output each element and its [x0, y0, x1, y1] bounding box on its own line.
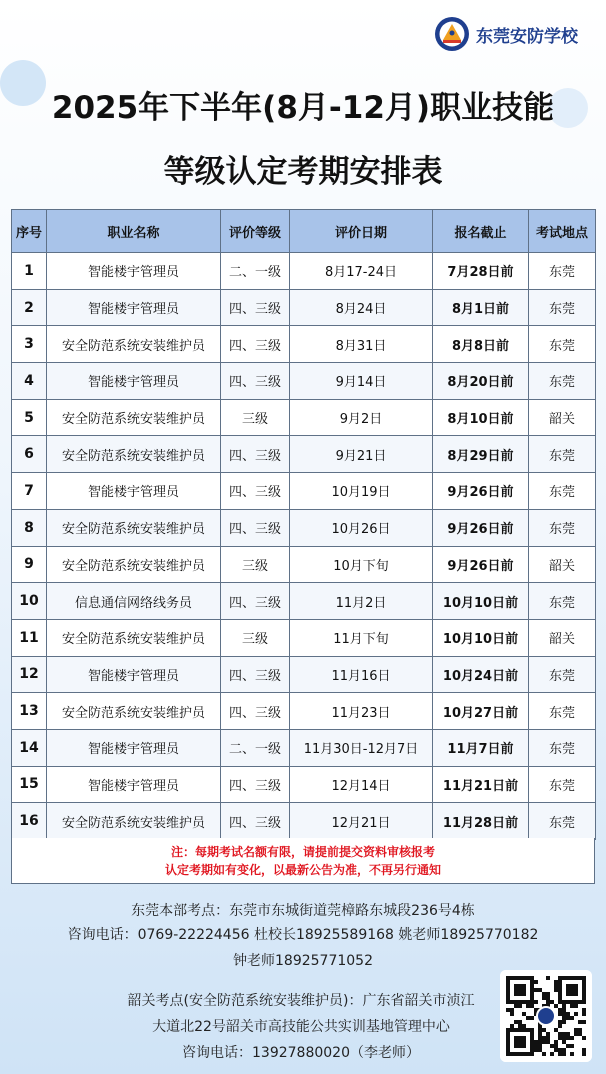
cell-deadline: 8月8日前 [433, 326, 529, 363]
cell-seq: 2 [12, 289, 47, 326]
dongguan-address: 东莞本部考点：东莞市东城街道莞樟路东城段236号4栋 [131, 903, 475, 919]
qr-module [522, 1012, 526, 1016]
qr-module [534, 1000, 538, 1004]
cell-level: 四、三级 [221, 693, 290, 730]
cell-seq: 16 [12, 803, 47, 840]
qr-module [574, 1012, 578, 1016]
cell-occupation: 安全防范系统安装维护员 [47, 619, 221, 656]
dongguan-phone-2: 钟老师18925771052 [233, 953, 373, 969]
cell-level: 四、三级 [221, 436, 290, 473]
table-header-row [12, 210, 596, 253]
qr-module [562, 1040, 566, 1044]
qr-module [562, 1008, 566, 1012]
cell-level: 四、三级 [221, 363, 290, 400]
cell-seq: 5 [12, 399, 47, 436]
qr-module [538, 1040, 542, 1044]
table-row [12, 289, 596, 326]
table-body [12, 253, 596, 840]
qr-module [518, 1004, 522, 1008]
cell-seq: 13 [12, 693, 47, 730]
qr-module [558, 1020, 562, 1024]
table-row [12, 656, 596, 693]
table-row [12, 363, 596, 400]
qr-module [550, 1044, 554, 1048]
table-row [12, 583, 596, 620]
notice-line-1: 注：每期考试名额有限，请提前提交资料审核报考 [170, 845, 435, 859]
cell-occupation: 安全防范系统安装维护员 [47, 509, 221, 546]
qr-module [546, 1036, 550, 1040]
cell-seq: 9 [12, 546, 47, 583]
qr-module [578, 1020, 582, 1024]
cell-occupation: 智能楼宇管理员 [47, 766, 221, 803]
cell-level: 四、三级 [221, 289, 290, 326]
qr-module [554, 980, 558, 984]
qr-module [554, 1044, 558, 1048]
qr-module [566, 1016, 570, 1020]
qr-module [562, 1012, 566, 1016]
qr-module [518, 1020, 522, 1024]
qr-module [570, 1016, 574, 1020]
cell-occupation: 安全防范系统安装维护员 [47, 436, 221, 473]
qr-center-logo [537, 1007, 555, 1025]
qr-module [534, 1040, 538, 1044]
qr-module [550, 1052, 554, 1056]
qr-module [570, 1036, 574, 1040]
qr-module [546, 992, 550, 996]
header-level: 评价等级 [221, 210, 290, 253]
cell-date: 8月24日 [290, 289, 433, 326]
cell-date: 11月16日 [290, 656, 433, 693]
table-row [12, 803, 596, 840]
cell-level: 二、一级 [221, 253, 290, 290]
cell-location: 韶关 [529, 546, 596, 583]
table-row [12, 326, 596, 363]
cell-seq: 10 [12, 583, 47, 620]
cell-deadline: 8月20日前 [433, 363, 529, 400]
cell-seq: 4 [12, 363, 47, 400]
table-row [12, 509, 596, 546]
header-seq: 序号 [12, 210, 47, 253]
qr-module [538, 1048, 542, 1052]
cell-deadline: 11月21日前 [433, 766, 529, 803]
qr-module [582, 1036, 586, 1040]
cell-occupation: 智能楼宇管理员 [47, 729, 221, 766]
qr-module [562, 1020, 566, 1024]
cell-occupation: 安全防范系统安装维护员 [47, 399, 221, 436]
cell-location: 东莞 [529, 509, 596, 546]
cell-level: 四、三级 [221, 803, 290, 840]
qr-module [570, 1044, 574, 1048]
qr-module [570, 1052, 574, 1056]
qr-module [554, 1040, 558, 1044]
table-row [12, 729, 596, 766]
cell-occupation: 安全防范系统安装维护员 [47, 693, 221, 730]
cell-level: 三级 [221, 546, 290, 583]
cell-date: 10月19日 [290, 473, 433, 510]
cell-level: 四、三级 [221, 583, 290, 620]
cell-deadline: 7月28日前 [433, 253, 529, 290]
qr-module [566, 1032, 570, 1036]
qr-module [574, 1032, 578, 1036]
cell-deadline: 8月1日前 [433, 289, 529, 326]
qr-module [546, 1040, 550, 1044]
qr-module [558, 1024, 562, 1028]
qr-module [546, 976, 550, 980]
qr-module [542, 1040, 546, 1044]
school-logo [434, 16, 578, 52]
qr-module [558, 1008, 562, 1012]
cell-occupation: 智能楼宇管理员 [47, 656, 221, 693]
qr-module [574, 1028, 578, 1032]
qr-module [506, 1008, 510, 1012]
qr-module [526, 1016, 530, 1020]
qr-module [510, 1008, 514, 1012]
qr-module [518, 1024, 522, 1028]
cell-date: 8月17-24日 [290, 253, 433, 290]
qr-module [550, 1000, 554, 1004]
cell-seq: 8 [12, 509, 47, 546]
qr-module [554, 988, 558, 992]
cell-occupation: 信息通信网络线务员 [47, 583, 221, 620]
cell-location: 东莞 [529, 326, 596, 363]
qr-module [542, 996, 546, 1000]
cell-deadline: 10月10日前 [433, 619, 529, 656]
qr-finder-core [566, 984, 578, 996]
qr-module [566, 1012, 570, 1016]
qr-module [582, 1052, 586, 1056]
qr-module [546, 996, 550, 1000]
school-seal-icon [434, 16, 470, 52]
cell-date: 11月23日 [290, 693, 433, 730]
qr-module [526, 1004, 530, 1008]
table-row [12, 619, 596, 656]
cell-date: 9月2日 [290, 399, 433, 436]
cell-deadline: 10月24日前 [433, 656, 529, 693]
qr-module [542, 1036, 546, 1040]
cell-deadline: 10月10日前 [433, 583, 529, 620]
table-row [12, 473, 596, 510]
header-location: 考试地点 [529, 210, 596, 253]
cell-seq: 12 [12, 656, 47, 693]
shaoguan-address-2: 大道北22号韶关市高技能公共实训基地管理中心 [152, 1019, 450, 1035]
cell-date: 12月14日 [290, 766, 433, 803]
dongguan-phone: 咨询电话：0769-22224456 杜校长18925589168 姚老师18925770182 [67, 927, 539, 943]
qr-module [530, 1004, 534, 1008]
qr-module [562, 1032, 566, 1036]
cell-level: 三级 [221, 619, 290, 656]
cell-date: 8月31日 [290, 326, 433, 363]
qr-module [538, 988, 542, 992]
cell-level: 四、三级 [221, 473, 290, 510]
qr-module [534, 980, 538, 984]
page-title-line-1: 2025年下半年(8月-12月)职业技能 [51, 90, 555, 126]
cell-deadline: 11月7日前 [433, 729, 529, 766]
qr-module [510, 1012, 514, 1016]
cell-date: 11月30日-12月7日 [290, 729, 433, 766]
qr-module [546, 1000, 550, 1004]
cell-deadline: 8月10日前 [433, 399, 529, 436]
qr-module [562, 1036, 566, 1040]
qr-module [566, 1044, 570, 1048]
qr-module [570, 1004, 574, 1008]
table-row [12, 436, 596, 473]
cell-deadline: 9月26日前 [433, 509, 529, 546]
qr-module [554, 1004, 558, 1008]
cell-location: 东莞 [529, 656, 596, 693]
shaoguan-phone: 咨询电话：13927880020（李老师） [182, 1045, 420, 1061]
table-row [12, 399, 596, 436]
cell-deadline: 9月26日前 [433, 473, 529, 510]
qr-module [534, 1044, 538, 1048]
qr-module [578, 1028, 582, 1032]
cell-date: 11月下旬 [290, 619, 433, 656]
notice-box [11, 838, 595, 884]
table-row [12, 766, 596, 803]
cell-location: 东莞 [529, 693, 596, 730]
table-row [12, 546, 596, 583]
qr-module [582, 1020, 586, 1024]
school-name: 东莞安防学校 [476, 26, 578, 47]
cell-seq: 15 [12, 766, 47, 803]
qr-module [546, 1032, 550, 1036]
qr-module [542, 1052, 546, 1056]
qr-module [542, 1028, 546, 1032]
cell-location: 东莞 [529, 473, 596, 510]
cell-level: 四、三级 [221, 766, 290, 803]
cell-seq: 1 [12, 253, 47, 290]
cell-date: 10月下旬 [290, 546, 433, 583]
cell-date: 10月26日 [290, 509, 433, 546]
shaoguan-address-1: 韶关考点(安全防范系统安装维护员)：广东省韶关市浈江 [127, 993, 475, 1009]
cell-level: 四、三级 [221, 326, 290, 363]
qr-module [562, 1016, 566, 1020]
qr-module [522, 1024, 526, 1028]
cell-occupation: 智能楼宇管理员 [47, 363, 221, 400]
qr-module [554, 1028, 558, 1032]
cell-deadline: 11月28日前 [433, 803, 529, 840]
cell-level: 四、三级 [221, 509, 290, 546]
qr-module [566, 1036, 570, 1040]
cell-level: 二、一级 [221, 729, 290, 766]
cell-seq: 6 [12, 436, 47, 473]
qr-module [510, 1024, 514, 1028]
qr-module [554, 1048, 558, 1052]
cell-occupation: 安全防范系统安装维护员 [47, 546, 221, 583]
cell-location: 东莞 [529, 363, 596, 400]
qr-module [514, 1004, 518, 1008]
schedule-table [11, 209, 596, 840]
qr-module [578, 1032, 582, 1036]
qr-module [582, 1008, 586, 1012]
qr-module [562, 1004, 566, 1008]
qr-module [574, 1004, 578, 1008]
cell-location: 东莞 [529, 803, 596, 840]
qr-module [558, 1048, 562, 1052]
qr-finder-core [514, 1036, 526, 1048]
qr-module [562, 1052, 566, 1056]
table-row [12, 693, 596, 730]
cell-deadline: 10月27日前 [433, 693, 529, 730]
qr-code-icon[interactable] [500, 970, 592, 1062]
qr-module [582, 1012, 586, 1016]
cell-occupation: 智能楼宇管理员 [47, 473, 221, 510]
cell-location: 东莞 [529, 729, 596, 766]
cell-location: 东莞 [529, 289, 596, 326]
cell-location: 韶关 [529, 399, 596, 436]
cell-occupation: 智能楼宇管理员 [47, 253, 221, 290]
cell-deadline: 8月29日前 [433, 436, 529, 473]
notice-line-2: 认定考期如有变化，以最新公告为准，不再另行通知 [164, 863, 441, 877]
qr-module [558, 1036, 562, 1040]
qr-module [558, 1032, 562, 1036]
cell-date: 11月2日 [290, 583, 433, 620]
cell-seq: 11 [12, 619, 47, 656]
cell-level: 三级 [221, 399, 290, 436]
table-row [12, 253, 596, 290]
header-deadline: 报名截止 [433, 210, 529, 253]
cell-level: 四、三级 [221, 656, 290, 693]
cell-occupation: 安全防范系统安装维护员 [47, 803, 221, 840]
qr-module [554, 984, 558, 988]
cell-seq: 7 [12, 473, 47, 510]
cell-date: 9月21日 [290, 436, 433, 473]
cell-date: 12月21日 [290, 803, 433, 840]
cell-date: 9月14日 [290, 363, 433, 400]
cell-occupation: 智能楼宇管理员 [47, 289, 221, 326]
qr-module [538, 1028, 542, 1032]
cell-location: 韶关 [529, 619, 596, 656]
qr-module [542, 992, 546, 996]
qr-finder-core [514, 984, 526, 996]
qr-module [534, 1048, 538, 1052]
page-title-line-2: 等级认定考期安排表 [163, 154, 443, 190]
cell-seq: 14 [12, 729, 47, 766]
qr-module [558, 1012, 562, 1016]
cell-deadline: 9月26日前 [433, 546, 529, 583]
qr-module [514, 1020, 518, 1024]
header-date: 评价日期 [290, 210, 433, 253]
qr-module [582, 1048, 586, 1052]
cell-location: 东莞 [529, 583, 596, 620]
qr-module [538, 1036, 542, 1040]
cell-location: 东莞 [529, 766, 596, 803]
qr-module [558, 1052, 562, 1056]
qr-module [530, 1016, 534, 1020]
cell-location: 东莞 [529, 253, 596, 290]
cell-occupation: 安全防范系统安装维护员 [47, 326, 221, 363]
qr-module [538, 1044, 542, 1048]
cell-seq: 3 [12, 326, 47, 363]
header-occupation: 职业名称 [47, 210, 221, 253]
qr-module [538, 1032, 542, 1036]
cell-location: 东莞 [529, 436, 596, 473]
qr-module [562, 1048, 566, 1052]
qr-module [534, 988, 538, 992]
